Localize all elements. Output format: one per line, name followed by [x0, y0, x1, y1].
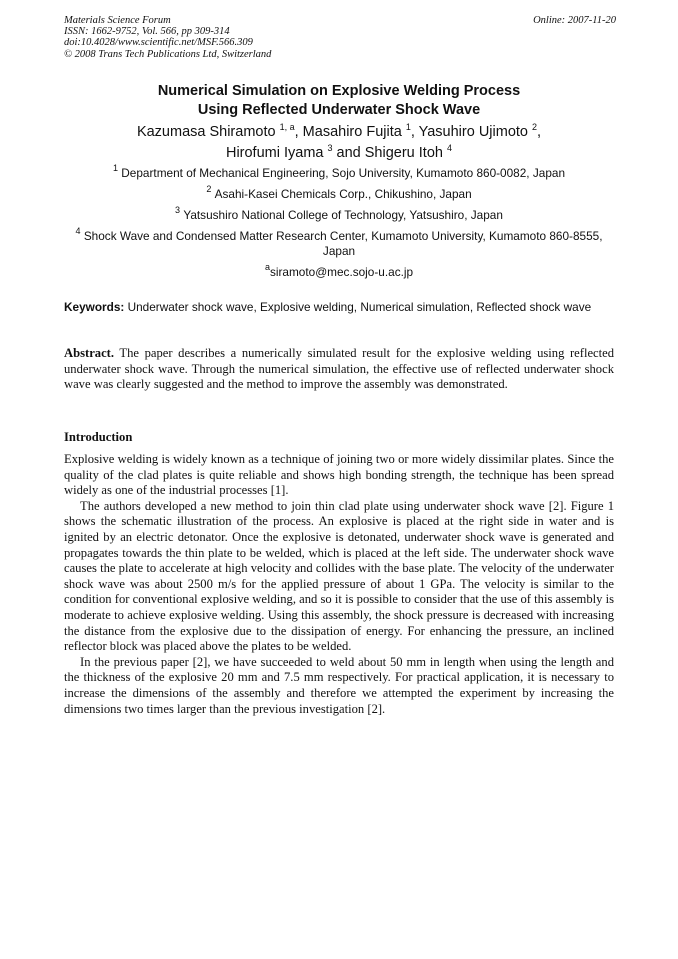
- abstract-text: The paper describes a numerically simulated result for the explosive welding using reflected underwater shock wave. Through the numerical simulation, the effective use of reflected underwater shock wave was clearly suggested and the method to improve the assembly was demonstrated.: [64, 346, 615, 392]
- author-line-2: [64, 143, 614, 164]
- author-list: [64, 122, 614, 164]
- title-line-2: Using Reflected Underwater Shock Wave: [197, 102, 481, 118]
- affiliation-3: [64, 205, 614, 223]
- journal-header: [64, 15, 616, 60]
- author-line-1: [64, 122, 614, 143]
- journal-doi: doi:10.4028/www.scientific.net/MSF.566.309: [64, 37, 253, 49]
- affiliation-text: Shock Wave and Condensed Matter Research Center, Kumamoto University, Kumamoto 860-8555, Japan: [83, 229, 603, 258]
- journal-copyright: © 2008 Trans Tech Publications Ltd, Switzerland: [64, 48, 272, 60]
- abstract-label: Abstract.: [64, 346, 115, 360]
- online-date: Online: 2007-11-20: [533, 15, 616, 26]
- author-name: Yasuhiro Ujimoto: [418, 124, 528, 140]
- journal-name: Materials Science Forum: [64, 15, 171, 26]
- affiliation-text: Asahi-Kasei Chemicals Corp., Chikushino, Japan: [214, 187, 472, 201]
- author-name: Shigeru Itoh: [364, 145, 443, 161]
- author-sep: ,: [410, 124, 419, 140]
- keywords-text: Underwater shock wave, Explosive welding, Numerical simulation, Reflected shock wave: [127, 300, 592, 314]
- title-line-1: Numerical Simulation on Explosive Welding Process: [157, 83, 521, 99]
- email-sup: a: [264, 262, 270, 272]
- keywords-label: Keywords:: [64, 300, 125, 314]
- affiliation-sup: 2: [206, 184, 212, 194]
- author-sep: ,: [294, 124, 303, 140]
- section-heading-introduction: Introduction: [64, 430, 133, 444]
- author-sup: 4: [447, 143, 453, 153]
- paper-title: [64, 82, 614, 120]
- affiliation-text: Department of Mechanical Engineering, Sojo University, Kumamoto 860-0082, Japan: [121, 166, 566, 180]
- affiliations: [64, 163, 614, 286]
- author-name: Kazumasa Shiramoto: [136, 124, 276, 140]
- author-sep: and: [332, 145, 365, 161]
- affiliation-sup: 1: [112, 163, 118, 173]
- affiliation-text: Yatsushiro National College of Technology, Yatsushiro, Japan: [183, 208, 503, 222]
- author-sup: 1, a: [279, 122, 295, 132]
- author-name: Hirofumi Iyama: [225, 145, 324, 161]
- affiliation-1: [64, 163, 614, 181]
- author-sup: 2: [532, 122, 538, 132]
- keywords: [64, 300, 614, 315]
- author-name: Masahiro Fujita: [302, 124, 402, 140]
- paragraph: The authors developed a new method to join thin clad plate using underwater shock wave [2]. Figure 1 shows the schematic illustration of the process. An explosive is placed at the right side in water and is ignited by an electric detonator. Once the explosive is detonated, underwater shock wave is generated and propagates towards the thin plate to be welded, which is placed at the left side. The underwater shock wave causes the plate to accelerate at high velocity and collides with the base plate. The velocity of the underwater shock wave was about 2500 m/s for the applied pressure of about 1 GPa. The velocity is similar to the condition for conventional explosive welding, and so it is possible to consider that the use of this assembly is moderate to achieve explosive welding. Using this assembly, the shock pressure is decreased with increasing the distance from the explosive due to the dissipation of energy. For enhancing the pressure, an inclined reflector block was placed above the plates to be welded.: [64, 498, 614, 654]
- introduction-body: [64, 452, 614, 717]
- paragraph: In the previous paper [2], we have succeeded to weld about 50 mm in length when using the length and the thickness of the explosive 20 mm and 7.5 mm respectively. For practical application, it is necessary to increase the dimensions of the assembly and therefore we attempted the experiment by increasing the dimensions two times larger than the previous investigation [2].: [64, 654, 614, 716]
- email-text[interactable]: siramoto@mec.sojo-u.ac.jp: [269, 265, 414, 279]
- affiliation-sup: 4: [75, 226, 81, 236]
- abstract: [64, 346, 614, 393]
- author-email: [64, 262, 614, 280]
- author-sup: 1: [405, 122, 411, 132]
- journal-issn: ISSN: 1662-9752, Vol. 566, pp 309-314: [64, 26, 230, 38]
- affiliation-4: [64, 226, 614, 259]
- paragraph: Explosive welding is widely known as a technique of joining two or more widely dissimilar plates. Since the quality of the clad plates is quite reliable and shows high bonding strength, the technique has been spread widely as one of the industrial processes [1].: [64, 452, 614, 498]
- affiliation-2: [64, 184, 614, 202]
- author-sep: ,: [537, 124, 542, 140]
- author-sup: 3: [327, 143, 333, 153]
- affiliation-sup: 3: [175, 205, 181, 215]
